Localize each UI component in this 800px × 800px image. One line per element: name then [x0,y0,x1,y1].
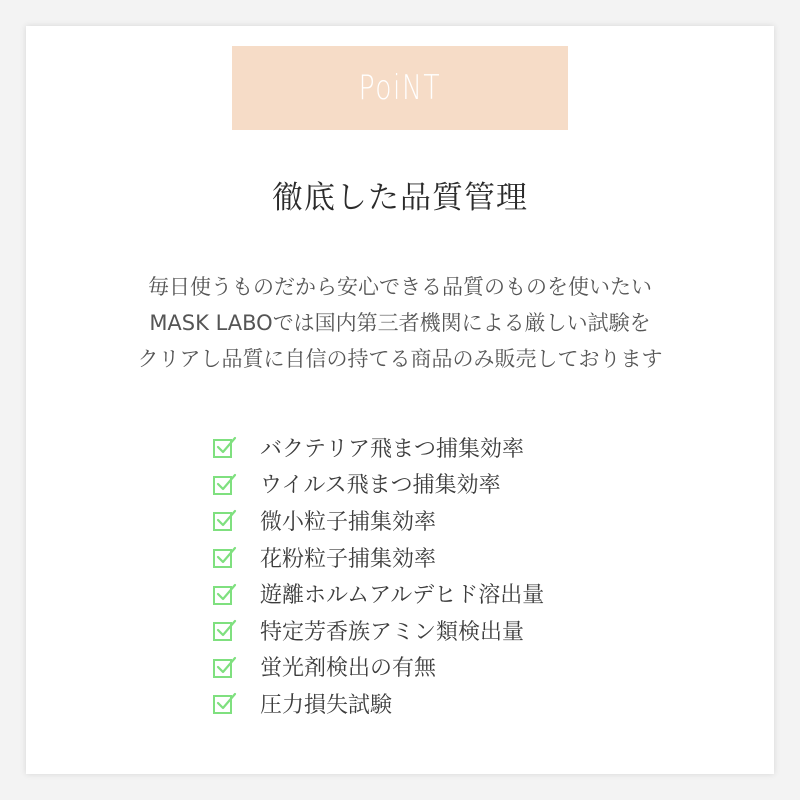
checklist-item-label: バクテリア飛まつ捕集効率 [260,436,525,462]
checklist-item [212,685,544,722]
description-line: MASK LABOでは国内第三者機関による厳しい試験を [149,311,651,335]
checklist-item-label: 特定芳香族アミン類検出量 [260,619,525,645]
checklist-item-label: 微小粒子捕集効率 [260,509,437,535]
checkbox-check-icon [212,507,238,533]
description-line: 毎日使うものだから安心できる品質のものを使いたい [148,275,652,299]
point-banner [232,46,568,130]
checkbox-check-icon [212,471,238,497]
quality-test-checklist [212,429,544,722]
checklist-item-label: 圧力損失試験 [260,692,393,718]
section-heading: 徹底した品質管理 [272,180,528,216]
checklist-item [212,649,544,686]
checkbox-check-icon [212,690,238,716]
checklist-item-label: 蛍光剤検出の有無 [260,656,437,682]
point-label: PoiNT [358,68,442,108]
checkbox-check-icon [212,617,238,643]
checklist-item-label: 花粉粒子捕集効率 [260,546,437,572]
description-text [26,269,774,377]
description-line: クリアし品質に自信の持てる商品のみ販売しております [137,347,663,371]
checklist-item [212,429,544,466]
checkbox-check-icon [212,581,238,607]
content-card [26,26,774,774]
checkbox-check-icon [212,434,238,460]
checklist-item-label: 遊離ホルムアルデヒド溶出量 [260,583,545,609]
checklist-item [212,612,544,649]
checklist-item-label: ウイルス飛まつ捕集効率 [260,473,501,499]
checklist-item [212,539,544,576]
checkbox-check-icon [212,654,238,680]
checkbox-check-icon [212,544,238,570]
checklist-item [212,502,544,539]
checklist-item [212,466,544,503]
checklist-item [212,575,544,612]
